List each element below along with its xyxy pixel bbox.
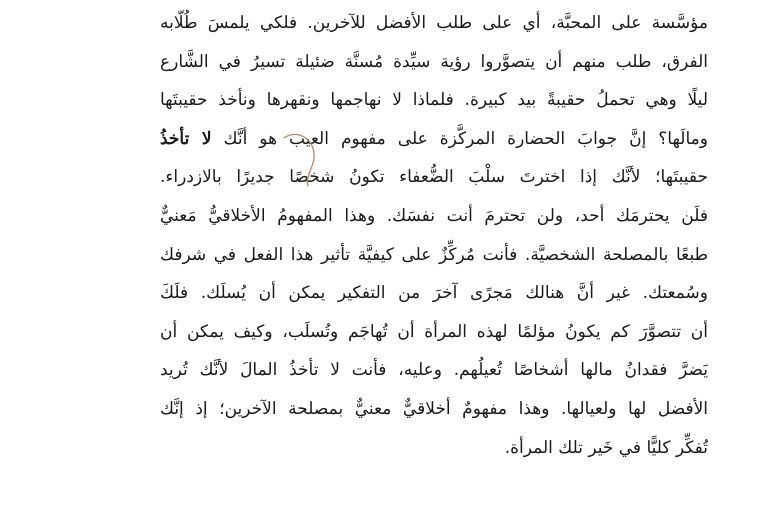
text-line: فلَن يحترمَك أحد، ولن تحترمَ أنت نفسَك. وهذا المفهومُ الأخلاقيُّ مَعنيٌّ [160, 205, 708, 226]
emphasis-text: لا تأخذُ [160, 128, 212, 149]
text-line: الفرق، طلب منهم أن يتصوَّروا رؤية سيِّدة مُسنَّة ضئيلة تسيرُ في الشَّارع [160, 51, 708, 72]
text-line: تُفكِّر كليًّا في خَير تلك المرأة. [504, 437, 708, 458]
text-line: طبعًا بالمصلحة الشخصيَّة. فأنت مُركِّزٌ على كيفيَّة تأثير هذا الفعل في شرفك [160, 244, 708, 265]
text-line: أن تتصوَّرَ كم يكونُ مؤلمًا لهذه المرأة أن تُهاجَم وتُسلَب، وكيف يمكن أن [160, 321, 708, 342]
text-line: الأفضل لها ولعيالها. وهذا مفهومٌ أخلاقيٌّ معنيٌّ بمصلحة الآخرين؛ إذ إنَّك [160, 398, 708, 419]
text-line: مؤسَّسة على المحبَّة، أي على طلب الأفضل للآخرين. فلكي يلمسَ طُلّابه [160, 13, 708, 33]
text-line-segment: ومالَها؟ إنَّ جوابَ الحضارة المركَّزة على مفهوم العيب هو أنَّك [211, 128, 708, 149]
text-line: وسُمعتك. غير أنَّ هنالك مَجرًى آخرَ من التفكير يمكن أن يُسلَك. فلَكَ [160, 283, 708, 304]
text-line [160, 120, 708, 159]
text-line: حقيبتَها؛ لأنَّك إذا اخترتَ سلْبَ الضُّعفاء تكونُ شخصًا جديرًا بالازدراء. [160, 167, 708, 188]
text-line: يَضرَّ فقدانُ مالها أشخاصًا تُعيلُهم. وعليه، فأنت لا تأخذُ المالَ لأنَّك تُريد [160, 360, 708, 381]
text-line: ليلًا وهي تحملُ حقيبةً بيد كبيرة. فلماذا لا نهاجمها ونقهرها ونأخذ حقيبتَها [160, 90, 708, 111]
paragraph [160, 4, 708, 467]
